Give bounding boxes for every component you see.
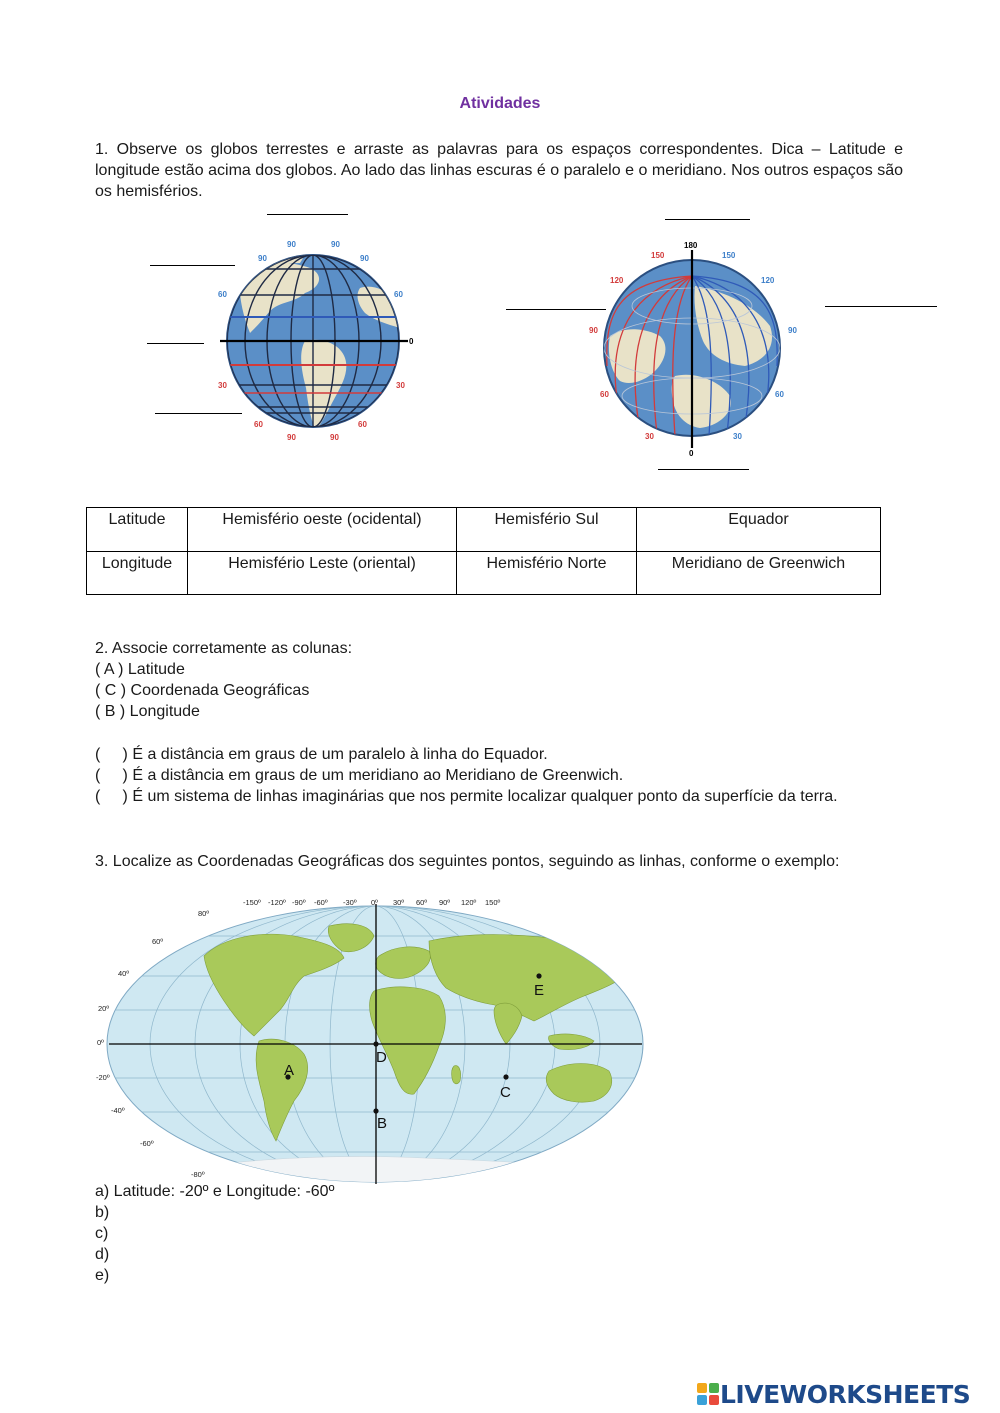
map-lat-label: 60º <box>152 937 164 946</box>
answer-blank-greenwich[interactable] <box>658 469 749 470</box>
q2-option: ( C ) Coordenada Geográficas <box>95 682 310 699</box>
globe2-label: 150 <box>651 251 665 260</box>
globe2-label-180: 180 <box>684 241 698 250</box>
map-lon-label: -120º <box>268 898 286 907</box>
word-equador[interactable]: Equador <box>637 508 881 552</box>
globe1-label-equator: 0 <box>409 337 414 346</box>
question-3-text: 3. Localize as Coordenadas Geográficas dos seguintes pontos, seguindo as linhas, conforme o exemplo: <box>95 853 840 870</box>
map-lon-label: -150º <box>243 898 261 907</box>
q3-answer[interactable]: c) <box>95 1225 109 1242</box>
map-lon-label: -60º <box>314 898 328 907</box>
q2-statement[interactable]: ( ) É a distância em graus de um meridiano ao Meridiano de Greenwich. <box>95 767 624 784</box>
map-point-c-label: C <box>500 1084 511 1101</box>
map-lon-label: 150º <box>485 898 501 907</box>
liveworksheets-logo <box>696 1378 970 1410</box>
map-point-e-label: E <box>534 982 545 999</box>
globe1-label: 90 <box>287 240 296 249</box>
word-hemisferio-norte[interactable]: Hemisfério Norte <box>457 551 637 595</box>
globe1-label: 90 <box>287 433 296 442</box>
word-bank-row <box>87 508 881 552</box>
globe1-label: 90 <box>330 433 339 442</box>
word-hemisferio-leste[interactable]: Hemisfério Leste (oriental) <box>188 551 457 595</box>
q3-answer-example: a) Latitude: -20º e Longitude: -60º <box>95 1183 335 1200</box>
map-lat-label: 0º <box>97 1038 104 1047</box>
map-lat-label: -60º <box>140 1139 154 1148</box>
map-point-b-marker <box>373 1108 378 1113</box>
globe2-label: 120 <box>610 276 624 285</box>
map-point-d-label: D <box>376 1049 387 1066</box>
globe2-label: 90 <box>589 326 598 335</box>
globe1-label: 60 <box>358 420 367 429</box>
globe1-label: 60 <box>254 420 263 429</box>
latitude-globe <box>210 233 420 448</box>
map-lon-label: 30º <box>393 898 405 907</box>
map-lat-label: -80º <box>191 1170 205 1179</box>
map-lon-label: -30º <box>343 898 357 907</box>
q3-answer[interactable]: b) <box>95 1204 110 1221</box>
answer-blank-longitude[interactable] <box>665 219 750 220</box>
map-point-c-marker <box>503 1074 508 1079</box>
globe1-label: 60 <box>394 290 403 299</box>
map-point-b-label: B <box>377 1115 388 1132</box>
map-lat-label: -40º <box>111 1106 125 1115</box>
word-longitude[interactable]: Longitude <box>87 551 188 595</box>
word-bank-row <box>87 551 881 595</box>
q2-option: ( B ) Longitude <box>95 703 200 720</box>
answer-blank-hemisphere-east[interactable] <box>825 306 937 307</box>
globe1-label: 90 <box>258 254 267 263</box>
longitude-globe <box>585 236 800 456</box>
map-lon-label: 0º <box>371 898 378 907</box>
liveworksheets-logo-icon <box>696 1382 720 1406</box>
globe2-label: 60 <box>600 390 609 399</box>
map-point-d-marker <box>373 1041 378 1046</box>
globe2-label: 120 <box>761 276 775 285</box>
answer-blank-latitude[interactable] <box>267 214 348 215</box>
globe1-label: 60 <box>218 290 227 299</box>
globe1-label: 90 <box>360 254 369 263</box>
map-point-e-marker <box>536 973 541 978</box>
globe1-label: 30 <box>218 381 227 390</box>
question-1-text: 1. Observe os globos terrestes e arraste as palavras para os espaços correspondentes. Dica – Latitude e longitude estão acima dos globos. Ao lado das linhas escuras é o paralelo e o meridiano. Nos outros espaços são os hemisférios. <box>95 141 903 200</box>
map-lat-label: 20º <box>98 1004 110 1013</box>
map-point-a-label: A <box>284 1062 295 1079</box>
word-meridiano-greenwich[interactable]: Meridiano de Greenwich <box>637 551 881 595</box>
map-lon-label: 120º <box>461 898 477 907</box>
question-2-heading: 2. Associe corretamente as colunas: <box>95 640 353 657</box>
answer-blank-equator[interactable] <box>147 343 204 344</box>
globe2-label: 60 <box>775 390 784 399</box>
liveworksheets-logo-text: LIVEWORKSHEETS <box>720 1379 971 1409</box>
word-bank-table <box>86 507 881 595</box>
map-lat-label: 40º <box>118 969 130 978</box>
q2-statement[interactable]: ( ) É um sistema de linhas imaginárias que nos permite localizar qualquer ponto da superfície da terra. <box>95 788 838 805</box>
word-hemisferio-oeste[interactable]: Hemisfério oeste (ocidental) <box>188 508 457 552</box>
word-latitude[interactable]: Latitude <box>87 508 188 552</box>
globe2-label: 30 <box>645 432 654 441</box>
q2-statement[interactable]: ( ) É a distância em graus de um paralelo à linha do Equador. <box>95 746 548 763</box>
map-lon-label: 90º <box>439 898 451 907</box>
world-map <box>94 896 646 1186</box>
map-lat-label: -20º <box>96 1073 110 1082</box>
globe2-label: 150 <box>722 251 736 260</box>
q2-option: ( A ) Latitude <box>95 661 185 678</box>
page-title: Atividades <box>459 95 541 112</box>
globe1-label: 30 <box>396 381 405 390</box>
q3-answer[interactable]: e) <box>95 1267 110 1284</box>
globe1-label: 90 <box>331 240 340 249</box>
globe2-label-0: 0 <box>689 449 694 456</box>
globe2-label: 30 <box>733 432 742 441</box>
map-lon-label: -90º <box>292 898 306 907</box>
q3-answer[interactable]: d) <box>95 1246 110 1263</box>
map-lon-label: 60º <box>416 898 428 907</box>
map-lat-label: 80º <box>198 909 210 918</box>
globe2-label: 90 <box>788 326 797 335</box>
word-hemisferio-sul[interactable]: Hemisfério Sul <box>457 508 637 552</box>
